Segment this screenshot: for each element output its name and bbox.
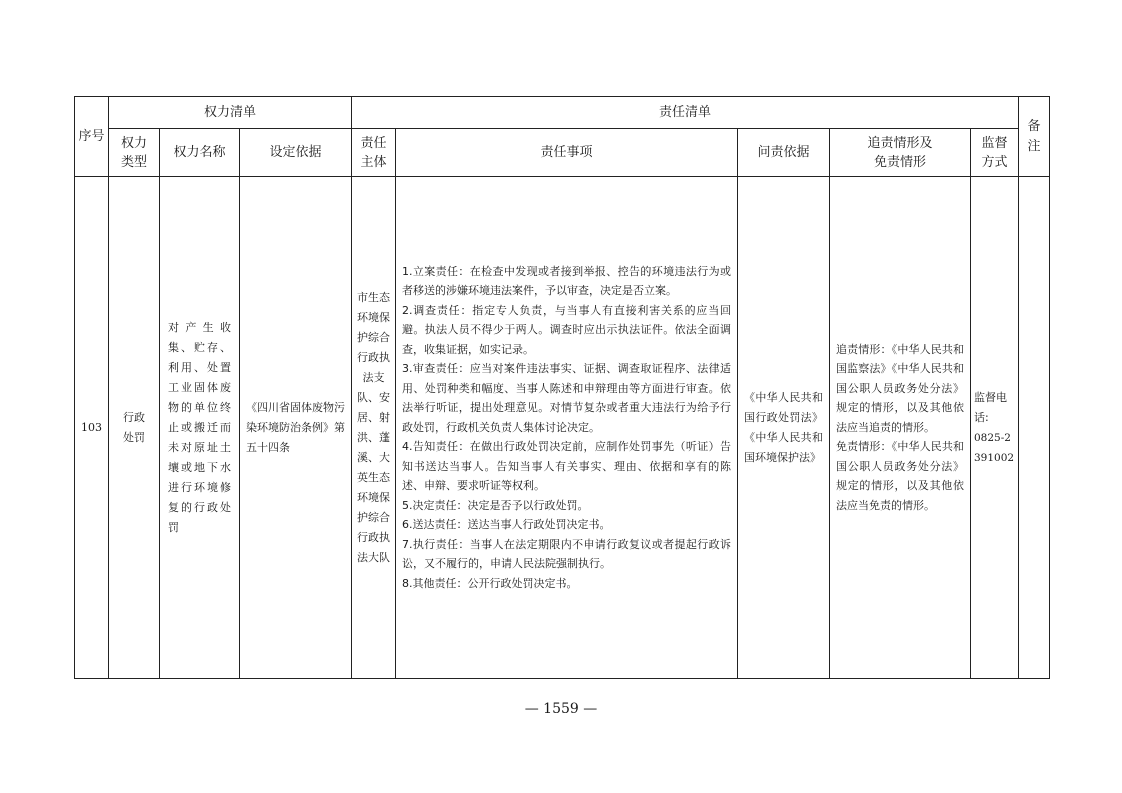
responsibility-item: 1.立案责任：在检查中发现或者接到举报、控告的环境违法行为或者移送的涉嫌环境违法案件，予以审查，决定是否立案。: [402, 264, 731, 298]
header-responsibility-list: 责任清单: [352, 97, 1019, 129]
row-power-type: 行政处罚: [109, 177, 160, 679]
responsibility-item: 4.告知责任：在做出行政处罚决定前，应制作处罚事先（听证）告知书送达当事人。告知当事人有关事实、理由、依据和享有的陈述、申辩、要求听证等权利。: [402, 440, 731, 493]
row-accountability-basis: 《中华人民共和国行政处罚法》《中华人民共和国环境保护法》: [738, 177, 830, 679]
row-accountability-cases: 追责情形：《中华人民共和国监察法》《中华人民共和国公职人员政务处分法》规定的情形，以及其他依法应当追责的情形。 免责情形：《中华人民共和国公职人员政务处分法》规定的情形，以及其他依法应当免责的情形。: [830, 177, 971, 679]
header-power-list: 权力清单: [109, 97, 352, 129]
row-supervision: [971, 177, 1019, 679]
responsibility-item: 6.送达责任：送达当事人行政处罚决定书。: [402, 518, 611, 532]
header-seq: 序号: [75, 97, 109, 177]
row-seq: 103: [75, 177, 109, 679]
row-responsibility-matters: [396, 177, 738, 679]
header-power-type: 权力类型: [109, 129, 160, 177]
header-responsibility-matters: 责任事项: [396, 129, 738, 177]
responsibility-item: 8.其他责任：公开行政处罚决定书。: [402, 576, 578, 590]
header-accountability-cases: 追责情形及免责情形: [830, 129, 971, 177]
header-basis: 设定依据: [240, 129, 352, 177]
supervision-label: 监督电话:: [974, 390, 1007, 424]
row-basis: 《四川省固体废物污染环境防治条例》第五十四条: [240, 177, 352, 679]
header-accountability-basis: 问责依据: [738, 129, 830, 177]
header-note: 备注: [1019, 97, 1050, 177]
row-power-name: 对产生收集、贮存、利用、处置工业固体废物的单位终止或搬迁而未对原址土壤或地下水进行环境修复的行政处罚: [160, 177, 240, 679]
row-responsibility-subject: 市生态环境保护综合行政执法支队、安居、射洪、蓬溪、大英生态环境保护综合行政执法大队: [352, 177, 396, 679]
row-note: [1019, 177, 1050, 679]
responsibility-table: [74, 96, 1050, 679]
responsibility-item: 5.决定责任：决定是否予以行政处罚。: [402, 498, 589, 512]
responsibility-item: 2.调查责任：指定专人负责，与当事人有直接利害关系的应当回避。执法人员不得少于两人。调查时应出示执法证件。依法全面调查，收集证据，如实记录。: [402, 303, 731, 356]
header-power-name: 权力名称: [160, 129, 240, 177]
responsibility-item: 7.执行责任：当事人在法定期限内不申请行政复议或者提起行政诉讼，又不履行的，申请人民法院强制执行。: [402, 537, 731, 571]
header-responsibility-subject: 责任主体: [352, 129, 396, 177]
header-supervision: 监督方式: [971, 129, 1019, 177]
supervision-phone: 0825-2391002: [974, 431, 1015, 464]
page-number: — 1559 —: [524, 701, 598, 717]
responsibility-item: 3.审查责任：应当对案件违法事实、证据、调查取证程序、法律适用、处罚种类和幅度、当事人陈述和申辩理由等方面进行审查。依法举行听证，提出处理意见。对情节复杂或者重大违法行为给予行政处罚，行政机关负责人集体讨论决定。: [402, 362, 731, 434]
